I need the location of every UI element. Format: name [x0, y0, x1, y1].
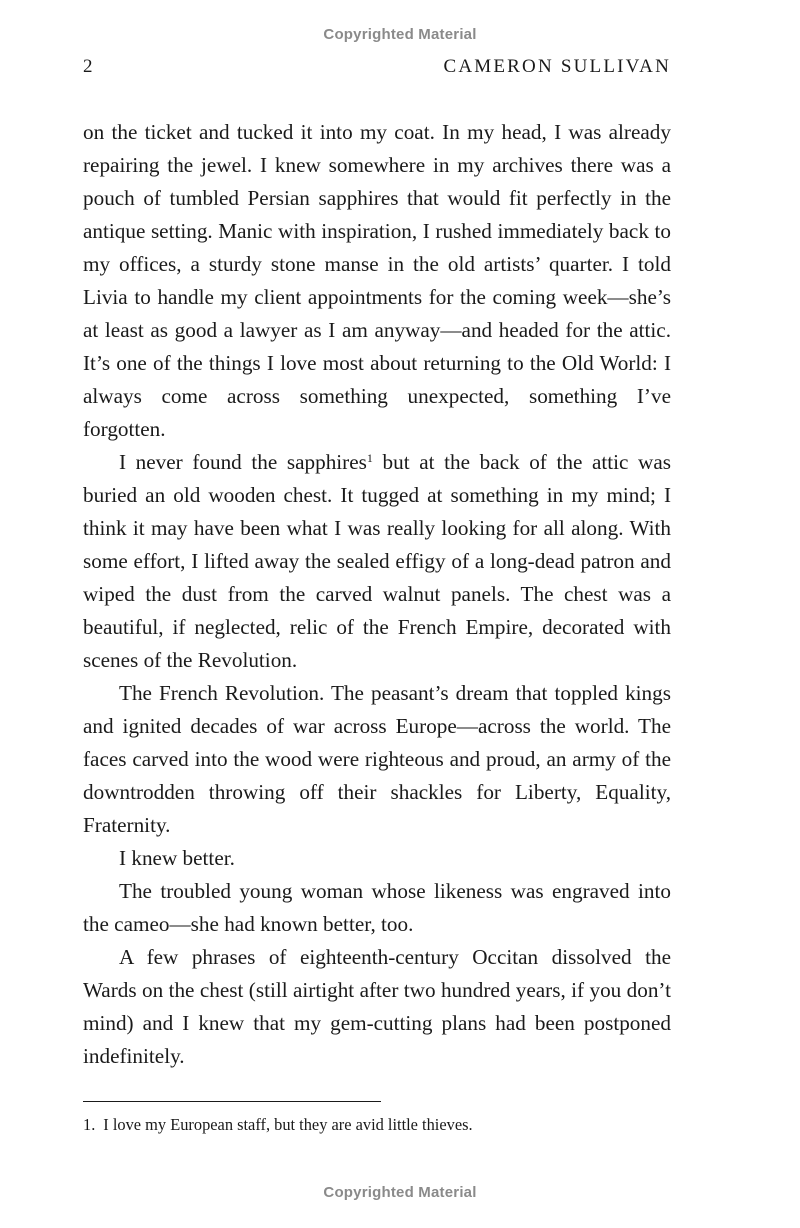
footnote-text: I love my European staff, but they are avid little thieves. — [103, 1115, 473, 1134]
body-text — [83, 116, 671, 1073]
running-head — [83, 56, 671, 82]
paragraph-6: A few phrases of eighteenth-century Occitan dissolved the Wards on the chest (still airtight after two hundred years, if you don’t mind) and I knew that my gem-cutting plans had been postponed indefinitely. — [83, 945, 671, 1068]
copyright-watermark-bottom: Copyrighted Material — [323, 1184, 477, 1201]
paragraph-5: The troubled young woman whose likeness was engraved into the cameo—she had known better, too. — [83, 879, 671, 936]
footnote-number: 1. — [83, 1115, 96, 1134]
paragraph-2-text-end: but at the back of the attic was buried an old wooden chest. It tugged at something in my mind; I think it may have been what I was really looking for all along. With some effort, I lifted away the sealed effigy of a long-dead patron and wiped the dust from the carved walnut panels. The chest was a beautiful, if neglected, relic of the French Empire, decorated with scenes of the Revolution. — [83, 450, 671, 672]
paragraph-3: The French Revolution. The peasant’s dream that toppled kings and ignited decades of war across Europe—across the world. The faces carved into the wood were righteous and proud, an army of the downtrodden throwing off their shackles for Liberty, Equality, Fraternity. — [83, 681, 671, 837]
footnote — [83, 1113, 671, 1137]
paragraph-4: I knew better. — [119, 846, 235, 870]
paragraph-2 — [83, 446, 671, 677]
page-number: 2 — [83, 56, 93, 77]
running-title: CAMERON SULLIVAN — [443, 56, 671, 77]
copyright-watermark-top: Copyrighted Material — [323, 26, 477, 43]
paragraph-2-text-start: I never found the sapphires — [119, 450, 367, 474]
paragraph-1: on the ticket and tucked it into my coat. In my head, I was already repairing the jewel. I knew somewhere in my archives there was a pouch of tumbled Persian sapphires that would fit perfectly in the antique setting. Manic with inspiration, I rushed immediately back to my offices, a sturdy stone manse in the old artists’ quarter. I told Livia to handle my client appointments for the coming week—she’s at least as good a lawyer as I am anyway—and headed for the attic. It’s one of the things I love most about returning to the Old World: I always come across something unexpected, something I’ve forgotten. — [83, 120, 671, 441]
footnote-divider — [83, 1101, 381, 1102]
footnote-reference: 1 — [366, 451, 373, 465]
